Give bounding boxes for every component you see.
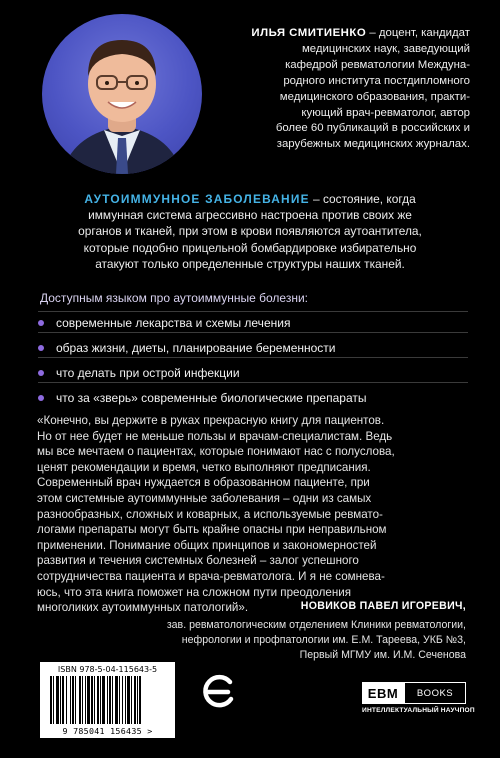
definition-line: атакуют только определенные структуры наших тканей. xyxy=(95,256,405,271)
definition-line: которые подобно прицельной бомбардировке избирательно xyxy=(83,240,417,255)
list-item-label: современные лекарства и схемы лечения xyxy=(56,315,291,330)
quote-line: логами препараты могут быть крайне опасны при неправильном xyxy=(37,523,387,537)
reviewer-title-line: зав. ревматологическим отделением Клиники ревматологии, xyxy=(166,619,466,631)
author-bio-line: кафедрой ревматологии Междуна- xyxy=(285,58,470,71)
definition-line: – состояние, когда xyxy=(309,192,416,206)
review-quote xyxy=(37,413,467,616)
author-bio-line: – доцент, кандидат xyxy=(366,27,470,39)
isbn-label: ISBN 978-5-04-115643-5 xyxy=(57,665,158,674)
author-bio xyxy=(220,26,470,153)
author-bio-line: медицинских наук, заведующий xyxy=(301,42,470,55)
quote-line: многоликих аутоиммунных патологий». xyxy=(37,601,249,615)
definition-paragraph xyxy=(30,191,470,272)
quote-line: развития и течения системных болезней – залог успешного xyxy=(37,554,359,568)
quote-line: этом системные аутоиммунные заболевания – одни из самых xyxy=(37,491,372,505)
quote-line: «Конечно, вы держите в руках прекрасную книгу для пациентов. xyxy=(37,414,385,427)
list-item xyxy=(38,313,468,333)
ebm-label: EBM xyxy=(362,682,404,704)
list-item xyxy=(38,388,468,408)
list-item-label: что за «зверь» современные биологические препараты xyxy=(56,391,367,405)
list-item-label: что делать при острой инфекции xyxy=(56,365,240,380)
divider xyxy=(38,311,468,312)
author-name: ИЛЬЯ СМИТИЕНКО xyxy=(251,27,367,39)
author-bio-line: родного института постдипломного xyxy=(283,74,470,87)
author-bio-line: кующий врач-ревматолог, автор xyxy=(301,106,470,119)
feature-list xyxy=(38,313,468,413)
bullet-dot-icon xyxy=(38,370,44,376)
quote-line: ценят рекомендации и время, четко выполняют предписания. xyxy=(37,460,371,474)
quote-line: мы все мечтаем о пациентах, которые понимают нас с полуслова, xyxy=(37,445,395,459)
list-item xyxy=(38,338,468,358)
eksmo-logo-icon xyxy=(198,672,238,712)
author-photo xyxy=(42,14,202,174)
quote-line: юсь, что эта книга поможет на сложном пути преодоления xyxy=(37,585,351,599)
definition-term: АУТОИММУННОЕ ЗАБОЛЕВАНИЕ xyxy=(84,192,310,206)
list-intro: Доступным языком про аутоиммунные болезни: xyxy=(40,291,309,305)
list-item xyxy=(38,363,468,383)
bullet-dot-icon xyxy=(38,320,44,326)
barcode-bars-icon xyxy=(50,676,165,724)
reviewer-title xyxy=(106,618,466,662)
quote-line: Но от нее будет не меньше пользы и врачам-специалистам. Ведь xyxy=(37,429,393,443)
reviewer-name: НОВИКОВ ПАВЕЛ ИГОРЕВИЧ, xyxy=(300,600,466,612)
bullet-dot-icon xyxy=(38,345,44,351)
quote-line: применении. Понимание общих принципов и закономерностей xyxy=(37,538,377,552)
list-item-label: образ жизни, диеты, планирование беременности xyxy=(56,340,336,355)
reviewer-title-line: Первый МГМУ им. И.М. Сеченова xyxy=(299,648,466,661)
bullet-dot-icon xyxy=(38,395,44,401)
barcode xyxy=(40,662,175,738)
barcode-digits: 9 785041 156435 > xyxy=(62,726,153,736)
quote-line: разнообразных, сложных и коварных, а используемые ревмато- xyxy=(37,507,383,521)
ebm-logo xyxy=(362,682,475,714)
definition-line: органов и тканей, при этом в крови появляются аутоантитела, xyxy=(78,224,422,239)
reviewer-title-line: нефрологии и профпатологии им. Е.М. Тареева, УКБ №3, xyxy=(181,633,466,646)
author-bio-line: зарубежных медицинских журналах. xyxy=(276,138,470,151)
quote-line: сотрудничества пациента и врача-ревматолога. И я не сомнева- xyxy=(37,569,385,583)
ebm-tagline: ИНТЕЛЛЕКТУАЛЬНЫЙ НАУЧПОП xyxy=(362,707,475,714)
author-bio-line: более 60 публикаций в российских и xyxy=(275,122,470,135)
author-bio-line: медицинского образования, практи- xyxy=(279,90,470,103)
books-label: BOOKS xyxy=(404,682,466,704)
quote-line: Современный врач нуждается в образованном пациенте, при xyxy=(37,476,370,490)
definition-line: иммунная система агрессивно настроена против своих же xyxy=(88,208,412,223)
